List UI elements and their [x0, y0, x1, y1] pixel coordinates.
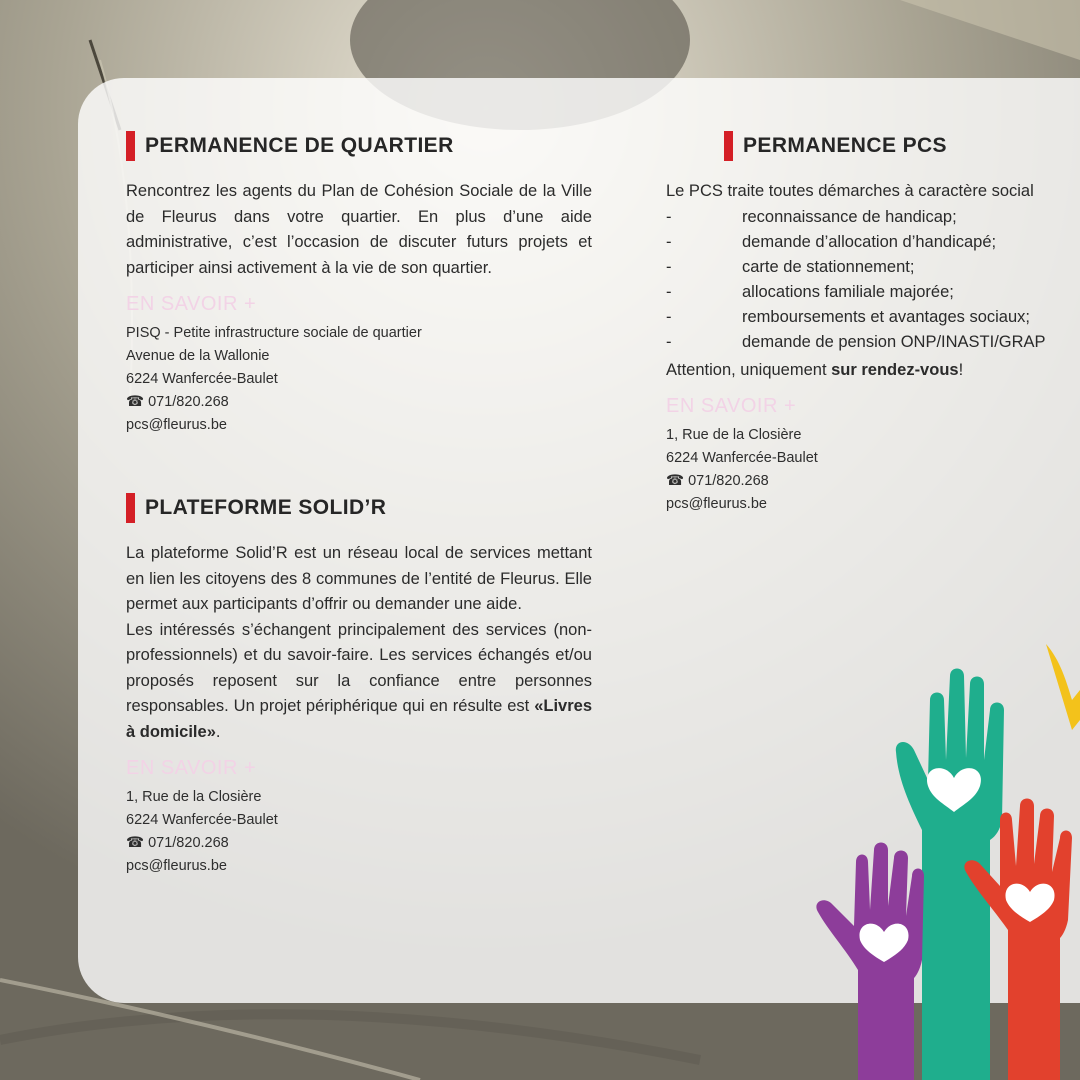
list-item-text: allocations familiale majorée; — [742, 282, 954, 301]
contact-line: 1, Rue de la Closière — [666, 427, 802, 443]
section-text: Rencontrez les agents du Plan de Cohésion Sociale de la Ville de Fleurus dans votre quartier. En plus d’une aide administrative, c’est l’occasion de discuter futurs projets et participer ainsi activement à la vie de son quartier. — [126, 182, 592, 277]
contact-block — [666, 424, 1080, 516]
section-heading — [126, 131, 592, 161]
attention-text: Attention, uniquement — [666, 360, 832, 379]
list-item — [666, 255, 1080, 280]
attention-end: ! — [958, 360, 964, 379]
section-permanence-pcs — [666, 131, 1080, 516]
list-item — [666, 205, 1080, 230]
list-item-text: demande d’allocation d’handicapé; — [742, 232, 997, 251]
section-heading — [724, 131, 1080, 161]
section-plateforme-solidr — [126, 493, 592, 878]
heading-title: PERMANENCE DE QUARTIER — [145, 134, 454, 157]
pcs-services-list — [666, 205, 1080, 355]
contact-block — [126, 786, 592, 878]
list-item — [666, 230, 1080, 255]
contact-line: 6224 Wanfercée-Baulet — [126, 371, 278, 387]
heading-title: PERMANENCE PCS — [743, 134, 947, 157]
section-text — [126, 618, 592, 746]
contact-email[interactable]: pcs@fleurus.be — [126, 858, 227, 874]
contact-phone[interactable]: ☎ 071/820.268 — [666, 473, 769, 489]
list-item-text: carte de stationnement; — [742, 257, 915, 276]
contact-line: 6224 Wanfercée-Baulet — [666, 450, 818, 466]
section-permanence-quartier — [126, 131, 592, 437]
list-item-text: remboursements et avantages sociaux; — [742, 307, 1030, 326]
en-savoir-plus-link[interactable]: EN SAVOIR + — [126, 293, 257, 315]
section-text-part: Les intéressés s’échangent principalement des services (non-professionnels) et du savoir-faire. Les services échangés et/ou proposés reposent sur la confiance entre personnes responsables. Un projet périphérique qui en résulte est — [126, 620, 592, 715]
raised-hands-illustration — [810, 640, 1080, 1080]
section-heading — [126, 493, 592, 523]
contact-phone[interactable]: ☎ 071/820.268 — [126, 394, 229, 410]
list-item-text: demande de pension ONP/INASTI/GRAP — [742, 332, 1046, 351]
contact-line: 6224 Wanfercée-Baulet — [126, 812, 278, 828]
purple-hand-icon — [816, 843, 924, 1080]
project-name: «Livres à domicile» — [126, 697, 592, 741]
list-item — [666, 330, 1080, 355]
list-item-text: reconnaissance de handicap; — [742, 207, 957, 226]
contact-phone[interactable]: ☎ 071/820.268 — [126, 835, 229, 851]
contact-email[interactable]: pcs@fleurus.be — [666, 496, 767, 512]
attention-bold: sur rendez-vous — [831, 360, 959, 379]
list-dash: - — [666, 207, 672, 226]
en-savoir-plus-link[interactable]: EN SAVOIR + — [666, 395, 797, 417]
list-dash: - — [666, 257, 672, 276]
list-item — [666, 305, 1080, 330]
heading-accent-bar — [126, 131, 135, 161]
en-savoir-plus-link[interactable]: EN SAVOIR + — [126, 757, 257, 779]
section-text: La plateforme Solid’R est un réseau local de services mettant en lien les citoyens des 8 communes de l’entité de Fleurus. Elle permet aux participants d’offrir ou demander une aide. — [126, 544, 592, 613]
contact-line: PISQ - Petite infrastructure sociale de quartier — [126, 325, 422, 341]
contact-line: 1, Rue de la Closière — [126, 789, 262, 805]
list-dash: - — [666, 282, 672, 301]
section-text-end: . — [215, 722, 221, 741]
contact-line: Avenue de la Wallonie — [126, 348, 270, 364]
list-item — [666, 280, 1080, 305]
list-dash: - — [666, 332, 672, 351]
section-intro: Le PCS traite toutes démarches à caractère social — [666, 182, 1034, 200]
list-dash: - — [666, 232, 672, 251]
contact-block — [126, 322, 592, 437]
heading-accent-bar — [724, 131, 733, 161]
yellow-hand-icon — [1046, 644, 1080, 730]
attention-note — [666, 358, 1080, 384]
list-dash: - — [666, 307, 672, 326]
heading-accent-bar — [126, 493, 135, 523]
heading-title: PLATEFORME SOLID’R — [145, 496, 387, 519]
contact-email[interactable]: pcs@fleurus.be — [126, 417, 227, 433]
